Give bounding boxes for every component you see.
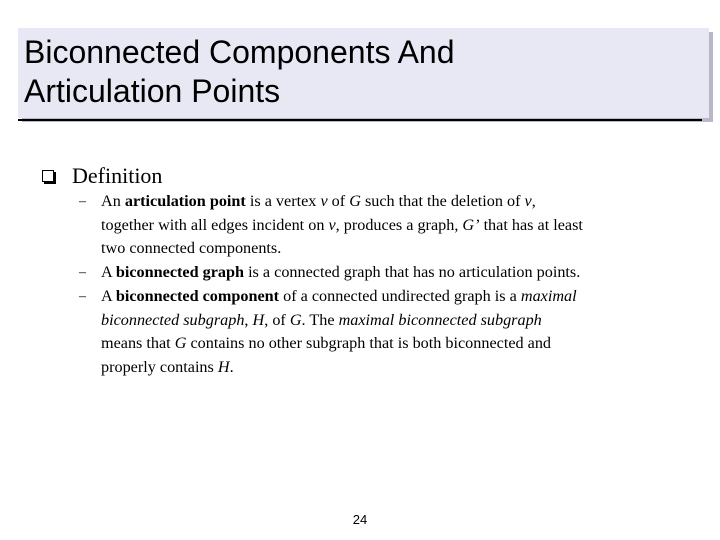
item1-line2: together with all edges incident on v, produces a graph, G’ that has at least bbox=[101, 215, 583, 234]
page-number: 24 bbox=[352, 512, 368, 527]
slide-title bbox=[24, 33, 704, 111]
dash-marker: – bbox=[79, 289, 86, 304]
definition-biconnected-graph bbox=[79, 261, 706, 285]
item3-line3: means that G contains no other subgraph that is both biconnected and bbox=[101, 334, 552, 352]
item1-line1: An articulation point is a vertex v of G such that the deletion of v, bbox=[101, 192, 536, 210]
title-underline bbox=[18, 119, 702, 121]
bullet-label: Definition bbox=[72, 163, 163, 188]
title-line-2: Articulation Points bbox=[24, 73, 281, 109]
definition-biconnected-component bbox=[79, 285, 706, 379]
dash-marker: – bbox=[79, 194, 86, 209]
checkbox-bullet-icon bbox=[42, 170, 54, 182]
title-line-1: Biconnected Components And bbox=[24, 34, 455, 70]
item3-line4: properly contains H. bbox=[101, 357, 234, 376]
dash-marker: – bbox=[79, 265, 86, 280]
definition-articulation-point bbox=[79, 190, 706, 261]
item3-line1: A biconnected component of a connected undirected graph is a maximal bbox=[101, 287, 577, 305]
item2-line1: A biconnected graph is a connected graph that has no articulation points. bbox=[101, 263, 581, 281]
bullet-definition bbox=[42, 164, 162, 188]
item1-line3: two connected components. bbox=[101, 239, 282, 257]
item3-line2: biconnected subgraph, H, of G. The maximal biconnected subgraph bbox=[101, 310, 542, 329]
